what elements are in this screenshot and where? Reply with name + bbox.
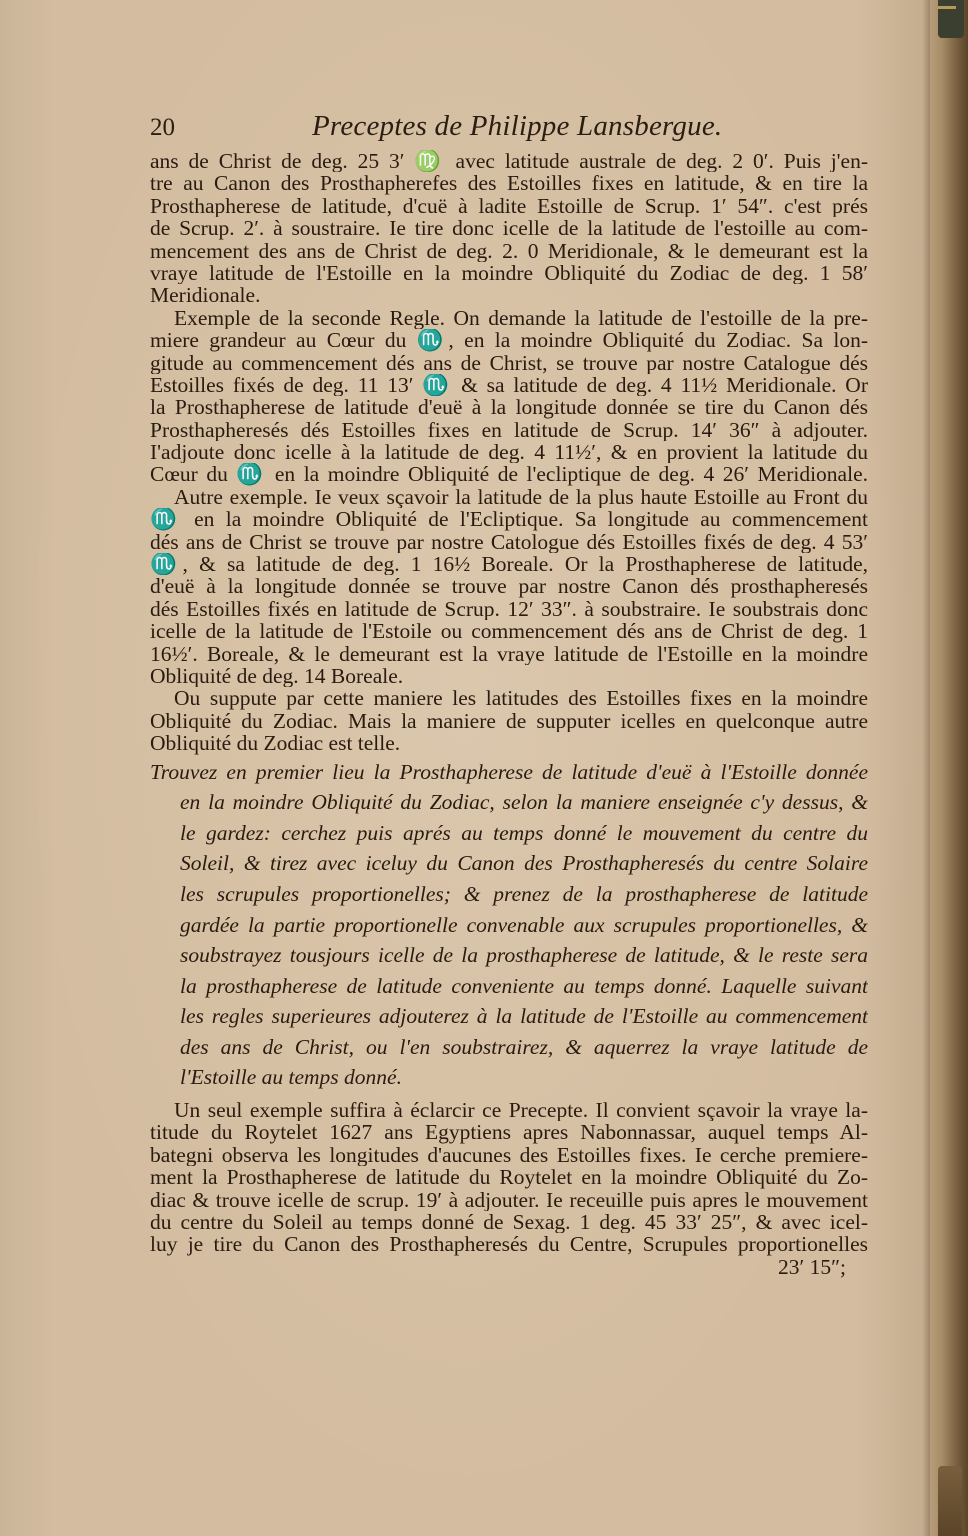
text-line-italic: des ans de Christ, ou l'en soubstrairez, & aquerrez la vraye latitude de <box>180 1034 868 1059</box>
text-line: Exemple de la seconde Regle. On demande la latitude de l'estoille de la pre- <box>174 306 868 330</box>
paragraph-group-roman-bottom <box>150 1099 868 1278</box>
body-text <box>150 150 868 1278</box>
text-line: 16½′. Boreale, & le demeurant est la vraye latitude de l'Estoille en la moindre <box>150 642 868 665</box>
text-line-italic: le gardez: cerchez puis aprés au temps donné le mouvement du centre du <box>180 820 868 845</box>
text-line: Autre exemple. Ie veux sçavoir la latitude de la plus haute Estoille au Front du <box>174 485 868 509</box>
text-line: Obliquité du Zodiac. Mais la maniere de supputer icelles en quelconque autre <box>150 709 868 733</box>
running-head <box>150 110 870 146</box>
text-line: gitude au commencement dés ans de Christ, se trouve par nostre Catalogue dés <box>150 351 868 374</box>
text-line: Prosthapheresés dés Estoilles fixes en latitude de Scrup. 14′ 36″ à adjouter. <box>150 418 868 442</box>
text-line: Obliquité de deg. 14 Boreale. <box>150 664 404 688</box>
text-line-italic: en la moindre Obliquité du Zodiac, selon la maniere enseignée c'y dessus, & <box>180 790 868 815</box>
text-line: ment la Prosthapherese de latitude du Roytelet en la moindre Obliquité du Zo- <box>150 1166 868 1189</box>
text-line: Cœur du ♏ en la moindre Obliquité de l'ecliptique de deg. 4 26′ Meridionale. <box>150 463 868 486</box>
text-line-italic: les scrupules proportionelles; & prenez de la prosthapherese de latitude <box>180 881 868 906</box>
text-line: titude du Roytelet 1627 ans Egyptiens apres Nabonnassar, auquel temps Al- <box>150 1121 868 1144</box>
catchword: 23′ 15″; <box>777 1255 846 1279</box>
text-line-italic: la prosthapherese de latitude conveniente au temps donné. Laquelle suivant <box>180 973 868 998</box>
text-line-italic: Trouvez en premier lieu la Prosthapherese de latitude d'euë à l'Estoille donnée <box>150 759 868 784</box>
text-line: icelle de la latitude de l'Estoile ou commencement dés ans de Christ de deg. 1 <box>150 620 868 643</box>
text-line: Un seul exemple suffira à éclarcir ce Precepte. Il convient sçavoir la vraye la- <box>174 1099 868 1122</box>
text-line: vraye latitude de l'Estoille en la moindre Obliquité du Zodiac de deg. 1 58′ <box>150 261 868 285</box>
text-line: Obliquité du Zodiac est telle. <box>150 732 401 755</box>
text-line: ans de Christ de deg. 25 3′ ♍ avec latitude australe de deg. 2 0′. Puis j'en- <box>150 150 868 173</box>
text-line: luy je tire du Canon des Prosthapheresés du Centre, Scrupules proportionelles <box>150 1233 868 1256</box>
paragraph-group-roman-top <box>150 150 868 755</box>
text-line: ♏ en la moindre Obliquité de l'Ecliptique. Sa longitude au commencement <box>150 508 868 531</box>
text-line: du centre du Soleil au temps donné de Sexag. 1 deg. 45 33′ 25″, & avec icel- <box>150 1211 868 1234</box>
text-line-italic: soubstrayez tousjours icelle de la prosthapherese de latitude, & le reste sera <box>180 943 868 968</box>
text-line: Meridionale. <box>150 284 261 307</box>
text-line: Ou suppute par cette maniere les latitudes des Estoilles fixes en la moindre <box>174 687 868 710</box>
text-line: la Prosthapherese de latitude d'euë à la longitude donnée se tire du Canon dés <box>150 396 868 419</box>
text-line: tre au Canon des Prosthapherefes des Estoilles fixes en latitude, & en tire la <box>150 172 868 195</box>
binding-corner-bottom <box>938 1466 962 1536</box>
text-line: ♏, & sa latitude de deg. 1 16½ Boreale. Or la Prosthapherese de latitude, <box>150 553 868 576</box>
page-number: 20 <box>150 114 175 141</box>
text-line: Estoilles fixés de deg. 11 13′ ♏ & sa latitude de deg. 4 11½ Meridionale. Or <box>150 373 868 397</box>
text-line-italic: l'Estoille au temps donné. <box>180 1065 402 1090</box>
text-line: d'euë à la longitude donnée se trouve par nostre Canon dés prosthapheresés <box>150 575 868 598</box>
text-line: bategni observa les longitudes d'aucunes des Estoilles fixes. Ie cerche premiere- <box>150 1143 868 1167</box>
text-line: mencement des ans de Christ de deg. 2. 0 Meridionale, & le demeurant est la <box>150 239 868 262</box>
running-title: Preceptes de Philippe Lansbergue. <box>312 110 723 142</box>
text-line-italic: les regles superieures adjouterez à la latitude de l'Estoille au commencement <box>180 1004 868 1029</box>
text-line-italic: gardée la partie proportionelle convenable aux scrupules proportionelles, & <box>180 912 868 937</box>
text-line: I'adjoute donc icelle à la latitude de deg. 4 11½′, & en provient la latitude du <box>150 441 868 464</box>
text-line-italic: Soleil, & tirez avec iceluy du Canon des Prosthapheresés du centre Solaire <box>180 851 868 876</box>
text-line: de Scrup. 2′. à soustraire. Ie tire donc icelle de la latitude de l'estoille au com- <box>150 217 868 240</box>
text-line: diac & trouve icelle de scrup. 19′ à adjouter. Ie receuille puis apres le mouvement <box>150 1188 868 1212</box>
text-line: Prosthapherese de latitude, d'cuë à ladite Estoille de Scrup. 1′ 54″. c'est prés <box>150 194 868 218</box>
gilt-band <box>938 6 956 9</box>
binding-corner-top <box>938 0 964 38</box>
book-edge <box>930 0 968 1536</box>
paragraph-group-italic-rule <box>150 757 868 1094</box>
text-line: miere grandeur au Cœur du ♏, en la moindre Obliquité du Zodiac. Sa lon- <box>150 329 868 352</box>
text-line: dés Estoilles fixés en latitude de Scrup. 12′ 33″. à soubstraire. Ie soubstrais donc <box>150 597 868 621</box>
text-line: dés ans de Christ se trouve par nostre Catologue dés Estoilles fixés de deg. 4 53′ <box>150 530 868 554</box>
